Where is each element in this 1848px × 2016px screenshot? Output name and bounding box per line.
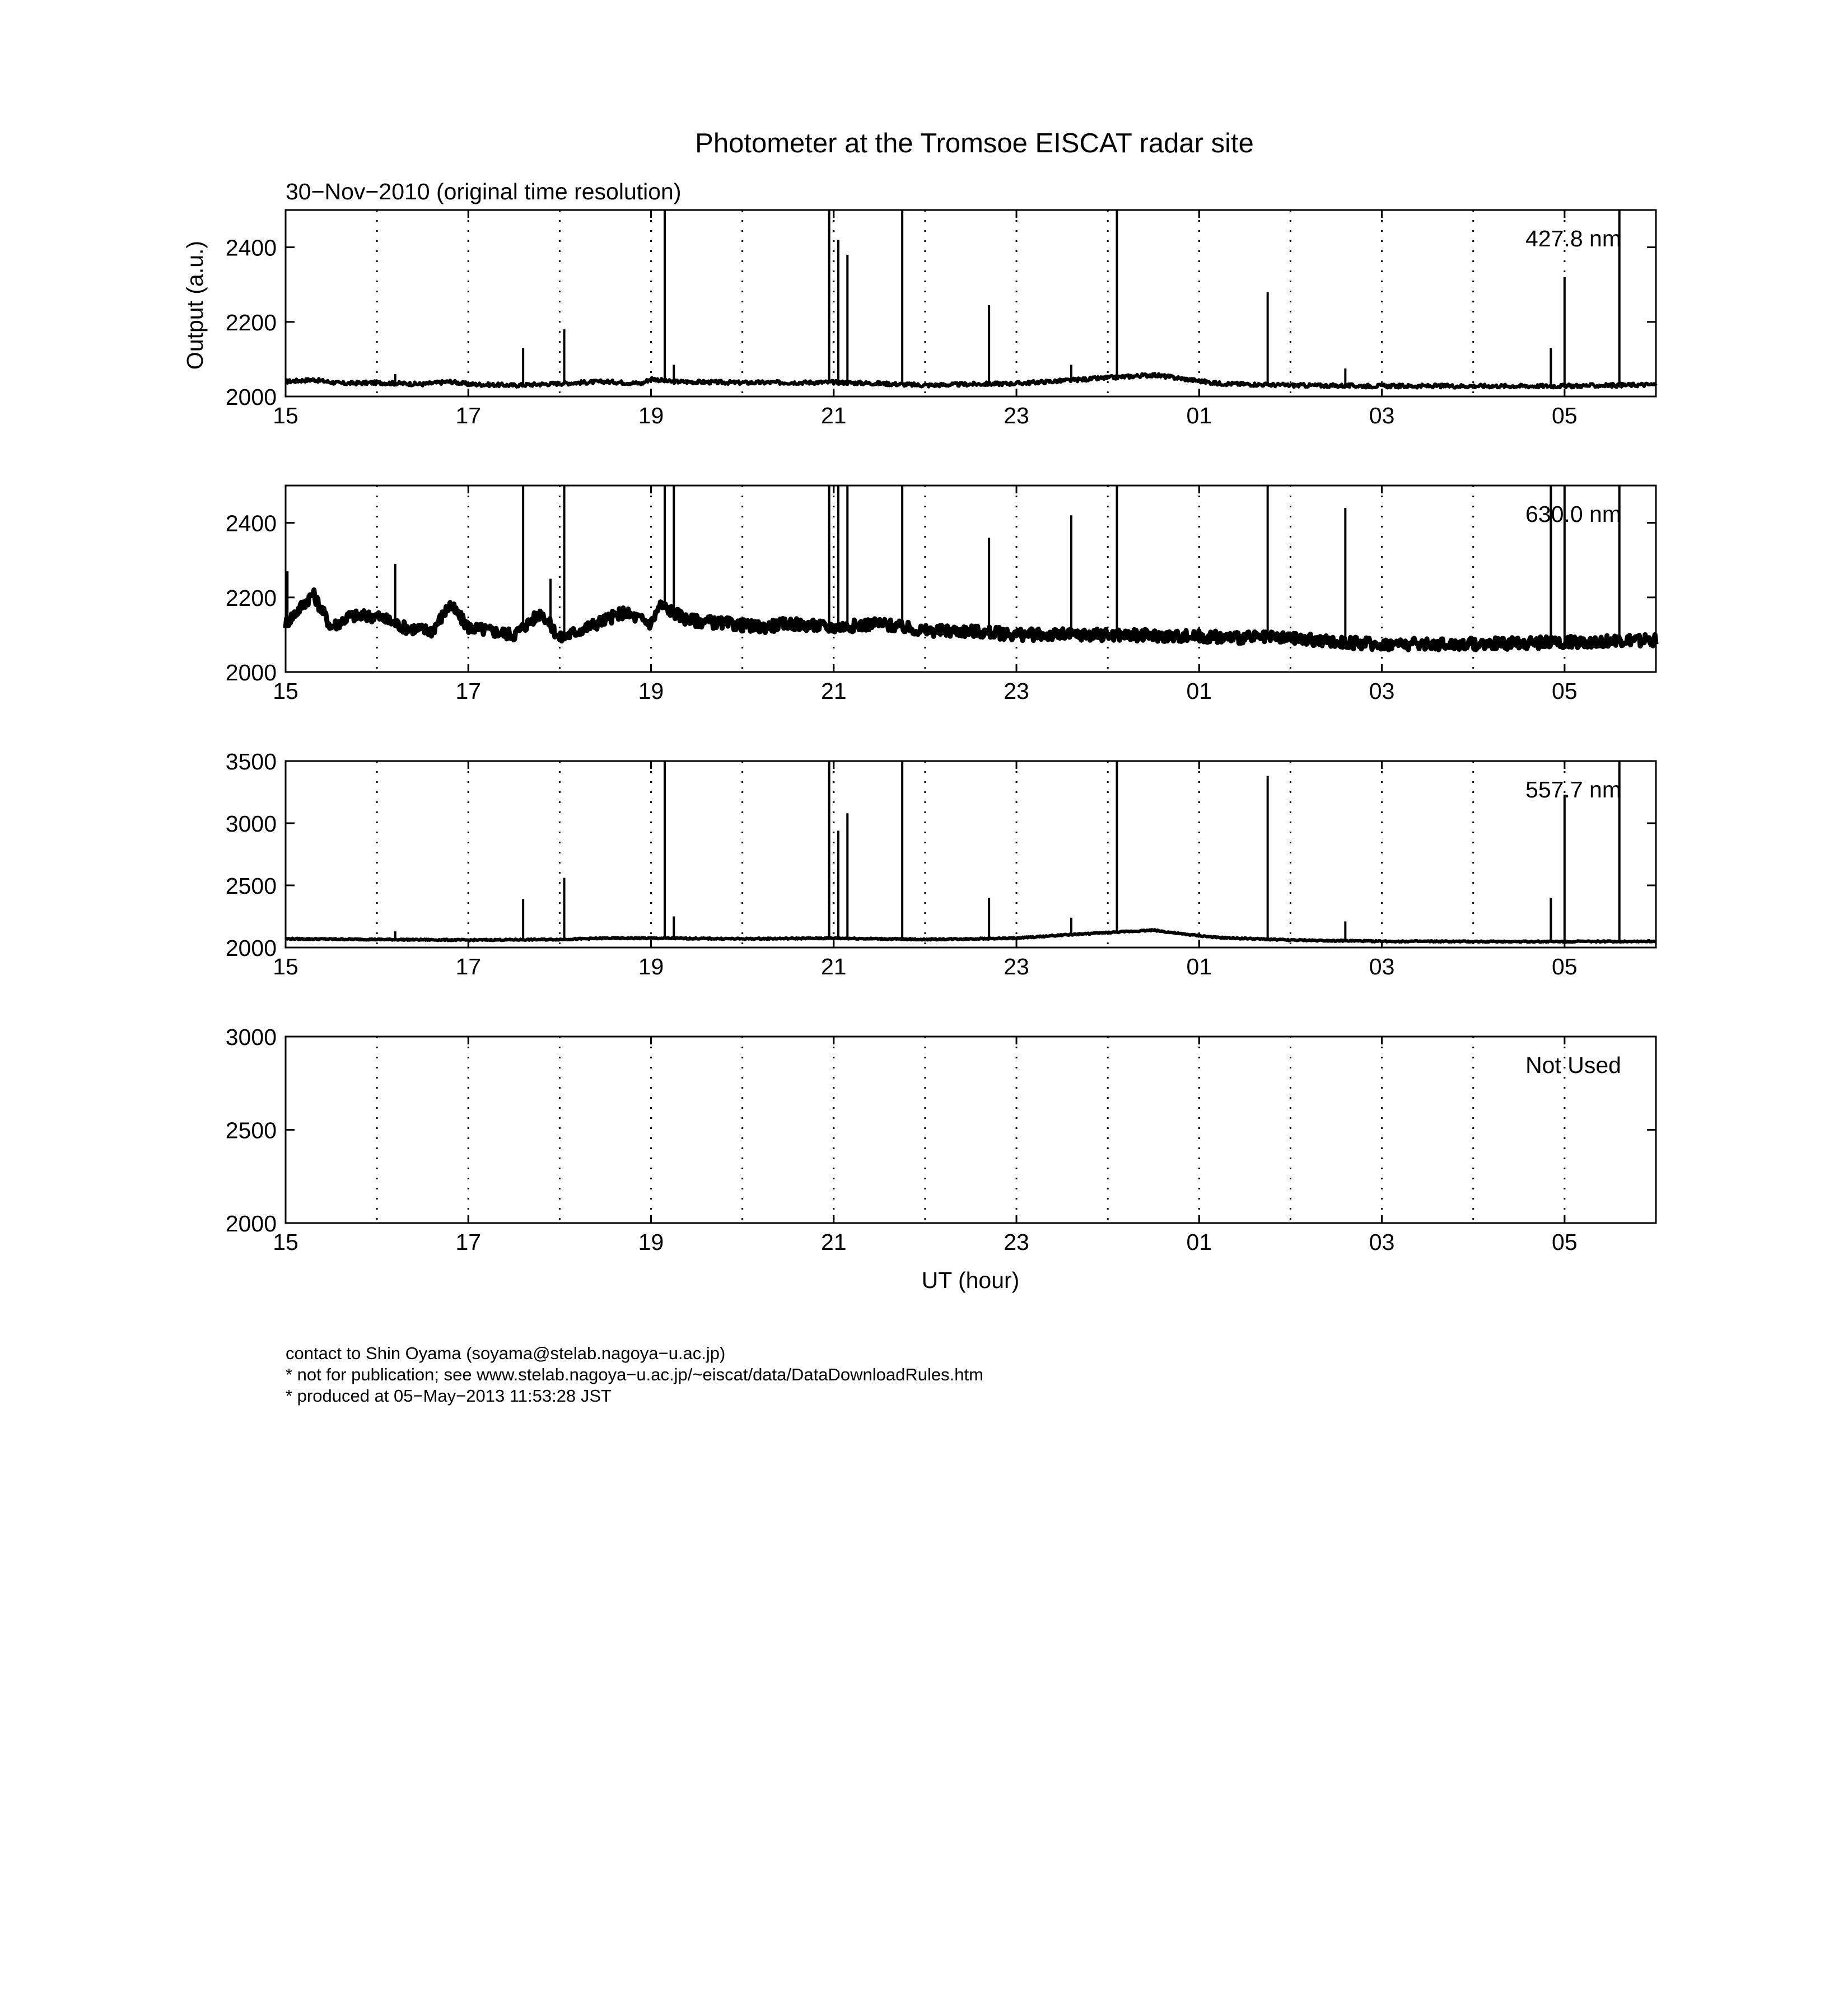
x-tick-label: 01 [1186, 678, 1212, 704]
y-tick-label: 2200 [225, 309, 277, 335]
x-tick-label: 01 [1186, 1229, 1212, 1255]
x-tick-label: 03 [1369, 1229, 1395, 1255]
x-axis-label: UT (hour) [921, 1267, 1020, 1293]
x-tick-label: 05 [1552, 1229, 1578, 1255]
x-tick-label: 23 [1004, 954, 1029, 979]
y-tick-label: 2400 [225, 235, 277, 261]
x-tick-label: 15 [273, 954, 298, 979]
y-tick-label: 2500 [225, 873, 277, 899]
y-tick-label: 2400 [225, 510, 277, 536]
panel-label: Not Used [1525, 1052, 1621, 1078]
x-tick-label: 21 [820, 954, 847, 979]
panel-3 [226, 749, 1656, 979]
footer-rules-note: * not for publication; see www.stelab.nagoya−u.ac.jp/~eiscat/data/DataDownloadRules.htm [286, 1365, 983, 1384]
y-tick-label: 2000 [225, 1211, 277, 1236]
plot-frame [286, 761, 1656, 948]
x-tick-label: 17 [455, 403, 482, 428]
y-axis-label: Output (a.u.) [182, 240, 208, 370]
y-tick-label: 2000 [225, 935, 277, 961]
panel-1 [226, 210, 1656, 428]
series-line [286, 590, 1656, 650]
panel-4 [226, 1024, 1656, 1255]
plot-frame [286, 210, 1656, 396]
panel-label: 630.0 nm [1525, 501, 1621, 527]
x-tick-label: 03 [1369, 403, 1395, 428]
x-tick-label: 17 [455, 1229, 482, 1255]
panel-label: 427.8 nm [1525, 226, 1621, 251]
footer-contact: contact to Shin Oyama (soyama@stelab.nagoya−u.ac.jp) [286, 1343, 726, 1363]
chart-title: Photometer at the Tromsoe EISCAT radar site [695, 128, 1254, 158]
x-tick-label: 17 [455, 678, 482, 704]
x-tick-label: 15 [273, 1229, 298, 1255]
x-tick-label: 23 [1004, 678, 1029, 704]
chart-subtitle: 30−Nov−2010 (original time resolution) [286, 179, 682, 204]
panel-label: 557.7 nm [1525, 777, 1621, 802]
series-line [286, 374, 1656, 388]
x-tick-label: 21 [820, 1229, 847, 1255]
x-tick-label: 05 [1552, 403, 1578, 428]
x-tick-label: 21 [820, 403, 847, 428]
x-tick-label: 19 [638, 403, 664, 428]
x-tick-label: 01 [1186, 954, 1212, 979]
x-tick-label: 01 [1186, 403, 1212, 428]
x-tick-label: 03 [1369, 678, 1395, 704]
x-tick-label: 15 [273, 403, 298, 428]
y-tick-label: 2000 [225, 384, 277, 410]
x-tick-label: 19 [638, 678, 664, 704]
plot-frame [286, 1037, 1656, 1223]
x-tick-label: 19 [638, 954, 664, 979]
x-tick-label: 03 [1369, 954, 1395, 979]
x-tick-label: 21 [820, 678, 847, 704]
x-tick-label: 23 [1004, 403, 1029, 428]
x-tick-label: 15 [273, 678, 298, 704]
x-tick-label: 05 [1552, 954, 1578, 979]
series-line [286, 930, 1656, 942]
x-tick-label: 19 [638, 1229, 664, 1255]
y-tick-label: 3000 [225, 1024, 277, 1050]
footer [286, 1343, 983, 1407]
y-tick-label: 2500 [225, 1117, 277, 1144]
x-tick-label: 17 [455, 954, 482, 979]
chart-panels [226, 210, 1656, 1255]
footer-produced: * produced at 05−May−2013 11:53:28 JST [286, 1386, 612, 1406]
panel-2 [226, 486, 1656, 704]
y-tick-label: 3500 [225, 749, 277, 774]
y-tick-label: 3000 [225, 811, 277, 837]
y-tick-label: 2200 [225, 585, 277, 611]
y-tick-label: 2000 [225, 660, 277, 685]
x-tick-label: 05 [1552, 678, 1578, 704]
x-tick-label: 23 [1004, 1229, 1029, 1255]
